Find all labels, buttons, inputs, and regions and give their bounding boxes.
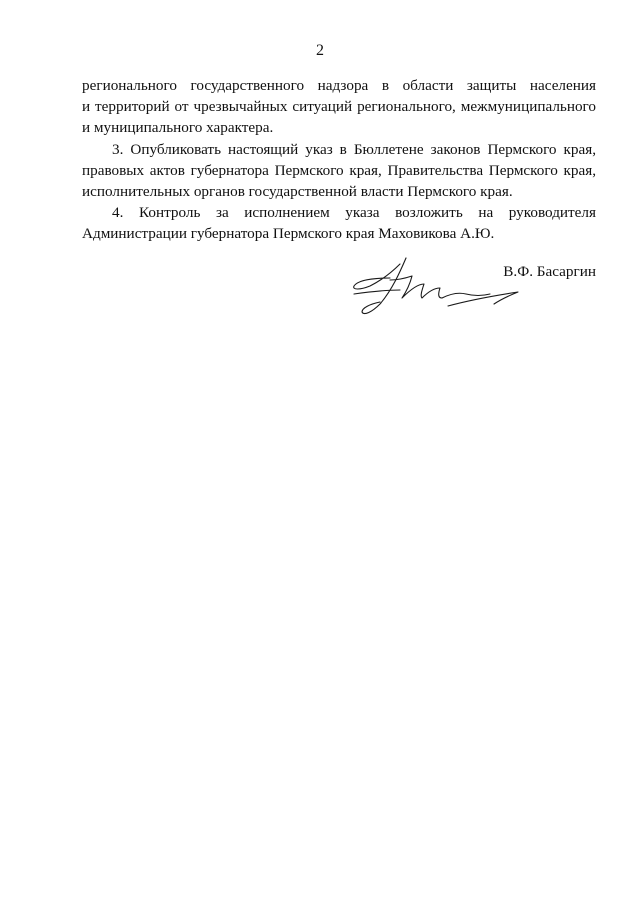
paragraph-line: Администрации губернатора Пермского края Маховикова А.Ю. (82, 225, 495, 242)
paragraph-line: и территорий от чрезвычайных ситуаций регионального, межмуниципального (82, 98, 596, 115)
paragraph-line: 3. Опубликовать настоящий указ в Бюллетене законов Пермского края, (112, 141, 596, 158)
paragraph-line: исполнительных органов государственной власти Пермского края. (82, 183, 513, 200)
page-number: 2 (316, 42, 324, 59)
signatory-name: В.Ф. Басаргин (503, 263, 596, 280)
paragraph-line: правовых актов губернатора Пермского края, Правительства Пермского края, (82, 162, 596, 179)
paragraph-line: 4. Контроль за исполнением указа возложить на руководителя (112, 204, 596, 221)
paragraph-line: и муниципального характера. (82, 119, 274, 136)
paragraph-line: регионального государственного надзора в области защиты населения (82, 77, 596, 94)
